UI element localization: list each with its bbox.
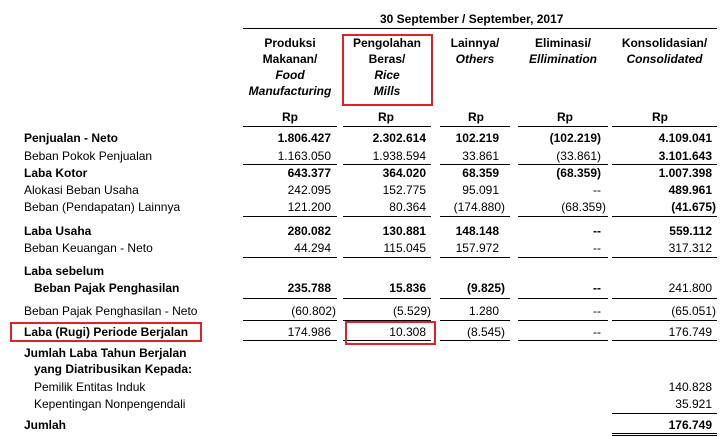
row-label: Beban Pajak Penghasilan - Neto [24,304,198,318]
column-header-line: Rice [374,68,400,82]
row-underline [440,164,510,165]
row-underline [518,320,608,321]
row-underline [440,298,510,299]
currency-label: Rp [378,110,394,124]
table-cell: 235.788 [287,281,331,295]
table-cell: (5.529) [392,304,431,318]
table-cell: -- [593,304,601,318]
row-underline [518,164,608,165]
table-cell: (60.802) [291,304,336,318]
row-label: Penjualan - Neto [24,131,119,145]
currency-label: Rp [652,110,668,124]
row-underline [612,413,717,414]
table-cell: 3.101.643 [658,149,712,163]
total-double-underline [612,435,717,436]
row-underline [343,298,431,299]
row-underline [612,320,717,321]
table-cell: 35.921 [675,397,712,411]
row-underline [243,164,337,165]
row-label: Pemilik Entitas Induk [34,380,146,394]
table-cell: 176.749 [668,418,712,432]
row-underline [612,257,717,258]
table-cell: 489.961 [668,183,712,197]
column-header-line: Ellimination [528,52,597,66]
table-cell: -- [593,241,601,255]
table-cell: 102.219 [455,131,499,145]
row-underline [243,216,337,217]
table-cell: 242.095 [287,183,331,197]
table-cell: 140.828 [668,380,712,394]
row-underline [440,340,510,341]
row-underline [243,298,337,299]
table-cell: (65.051) [671,304,716,318]
currency-underline [612,126,717,127]
column-header-line: Konsolidasian/ [621,36,708,50]
table-cell: 80.364 [389,200,426,214]
table-cell: 1.938.594 [372,149,426,163]
currency-underline [243,126,337,127]
table-cell: (9.825) [466,281,505,295]
table-cell: 33.861 [462,149,499,163]
table-cell: 68.359 [462,166,499,180]
table-cell: 15.836 [389,281,426,295]
table-cell: 1.806.427 [277,131,331,145]
row-underline [518,340,608,341]
total-double-underline [612,433,717,434]
row-underline [518,216,608,217]
column-header-line: Lainnya/ [450,36,500,50]
row-underline [612,298,717,299]
row-label: Beban Pajak Penghasilan [34,281,180,295]
row-underline [343,257,431,258]
table-cell: 174.986 [287,325,331,339]
row-underline [440,257,510,258]
column-header-line: Beras/ [368,52,406,66]
table-cell: 115.045 [383,241,426,255]
column-header-food-manufacturing [240,35,340,99]
table-cell: 364.020 [382,166,426,180]
currency-underline [440,126,510,127]
table-cell: 4.109.041 [658,131,712,145]
table-cell: 152.775 [382,183,426,197]
table-cell: 317.312 [668,241,712,255]
row-underline [612,216,717,217]
table-cell: -- [593,224,601,238]
table-cell: 241.800 [668,281,712,295]
column-header-line: Consolidated [626,52,703,66]
table-cell: 148.148 [455,224,499,238]
row-underline [243,320,337,321]
table-cell: (33.861) [556,149,601,163]
row-label: Jumlah [24,418,67,432]
table-cell: -- [593,281,601,295]
highlight-rice-mills-header [342,34,433,106]
table-cell: -- [593,183,601,197]
table-cell: (68.359) [561,200,606,214]
row-underline [343,164,431,165]
column-header-line: Eliminasi/ [534,36,592,50]
row-underline [612,340,717,341]
table-cell: 559.112 [669,224,712,238]
row-underline [612,164,717,165]
row-label: Kepentingan Nonpengendali [34,397,186,411]
table-cell: 176.749 [668,325,712,339]
table-cell: 10.308 [389,325,426,339]
table-cell: 2.302.614 [372,131,426,145]
row-underline [518,257,608,258]
highlight-rice-mills-profit [345,321,436,345]
column-header-line: Manufacturing [248,84,332,98]
row-underline [243,340,337,341]
row-label: Laba Kotor [24,166,88,180]
row-label: Jumlah Laba Tahun Berjalan [24,346,187,360]
row-label: Beban Keuangan - Neto [24,241,153,255]
column-header-line: Others [455,52,495,66]
column-header-line: Pengolahan [352,36,421,50]
table-cell: -- [593,325,601,339]
column-header-line: Produksi [264,36,316,50]
row-label: Laba sebelum [24,264,105,278]
row-label: Beban (Pendapatan) Lainnya [24,200,181,214]
table-cell: 130.881 [382,224,426,238]
period-underline [243,28,717,29]
table-cell: 1.280 [468,304,499,318]
currency-label: Rp [282,110,298,124]
row-label: yang Diatribusikan Kepada: [34,362,193,376]
period-header: 30 September / September, 2017 [380,12,564,26]
currency-label: Rp [468,110,484,124]
table-cell: (68.359) [556,166,601,180]
row-underline [518,298,608,299]
row-underline [440,216,510,217]
row-label: Laba (Rugi) Periode Berjalan [24,325,189,339]
row-label: Beban Pokok Penjualan [24,149,153,163]
table-cell: 280.082 [287,224,331,238]
currency-label: Rp [557,110,573,124]
column-header-elimination [518,35,608,67]
table-cell: (102.219) [549,131,601,145]
currency-underline [518,126,608,127]
row-underline [440,320,510,321]
highlight-profit-row-label [10,322,202,342]
table-cell: 1.007.398 [658,166,712,180]
table-cell: 44.294 [294,241,331,255]
table-cell: 121.200 [287,200,331,214]
table-cell: (8.545) [466,325,505,339]
table-cell: 643.377 [287,166,331,180]
table-cell: (174.880) [453,200,505,214]
column-header-line: Mills [373,84,401,98]
column-header-others [440,35,510,67]
table-cell: 95.091 [462,183,499,197]
row-label: Laba Usaha [24,224,92,238]
table-cell: 157.972 [455,241,499,255]
table-cell: (41.675) [671,200,716,214]
column-header-line: Food [275,68,305,82]
row-underline [243,257,337,258]
column-header-consolidated [612,35,717,67]
row-label: Alokasi Beban Usaha [24,183,139,197]
table-cell: 1.163.050 [277,149,331,163]
column-header-line: Makanan/ [262,52,318,66]
currency-underline [343,126,431,127]
row-underline [343,216,431,217]
